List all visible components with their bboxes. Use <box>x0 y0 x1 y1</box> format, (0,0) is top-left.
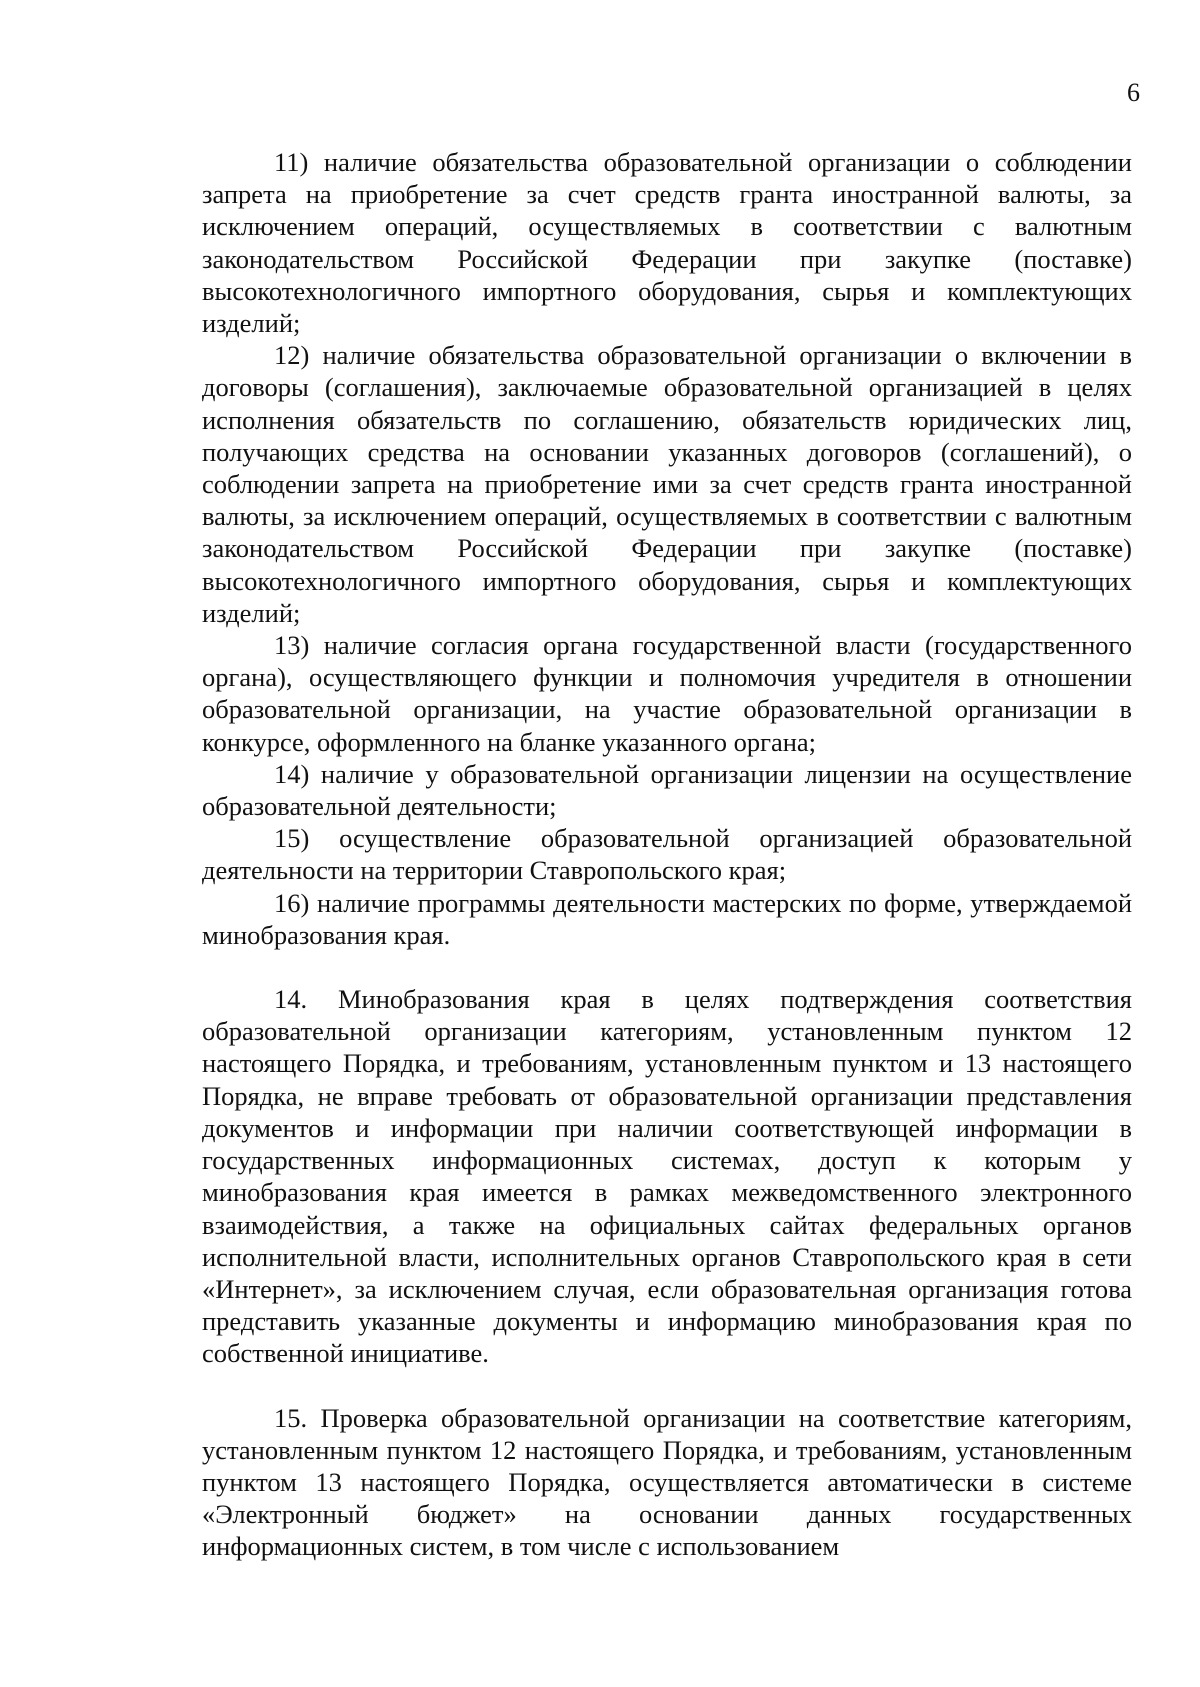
list-item-13: 13) наличие согласия органа государственной власти (государственного органа), осуществляющего функции и полномочия учредителя в отношении образовательной организации, на участие образовательной организации в конкурсе, оформленного на бланке указанного органа; <box>202 630 1132 757</box>
list-item-12: 12) наличие обязательства образовательной организации о включении в договоры (соглашения), заключаемые образовательной организацией в целях исполнения обязательств по соглашению, обязательств юридических лиц, получающих средства на основании указанных договоров (соглашений), о соблюдении запрета на приобретение ими за счет средств гранта иностранной валюты, за исключением операций, осуществляемых в соответствии с валютным законодательством Российской Федерации при закупке (поставке) высокотехнологичного импортного оборудования, сырья и комплектующих изделий; <box>202 340 1132 628</box>
list-item-11: 11) наличие обязательства образовательной организации о соблюдении запрета на приобретение за счет средств гранта иностранной валюты, за исключением операций, осуществляемых в соответствии с валютным законодательством Российской Федерации при закупке (поставке) высокотехнологичного импортного оборудования, сырья и комплектующих изделий; <box>202 147 1132 339</box>
list-item-14: 14) наличие у образовательной организации лицензии на осуществление образовательной деятельности; <box>202 758 1132 822</box>
section-14-paragraph: 14. Минобразования края в целях подтверждения соответствия образовательной организации категориям, установленным пунктом 12 настоящего Порядка, и требованиям, установленным пунктом и 13 настоящего Порядка, не вправе требовать от образовательной организации представления документов и информации при наличии соответствующей информации в государственных информационных системах, доступ к которым у минобразования края имеется в рамках межведомственного электронного взаимодействия, а также на официальных сайтах федеральных органов исполнительной власти, исполнительных органов Ставропольского края в сети «Интернет», за исключением случая, если образовательная организация готова представить указанные документы и информацию минобразования края по собственной инициативе. <box>202 984 1132 1369</box>
list-item-16: 16) наличие программы деятельности мастерских по форме, утверждаемой минобразования края. <box>202 887 1132 950</box>
section-15-paragraph: 15. Проверка образовательной организации на соответствие категориям, установленным пунктом 12 настоящего Порядка, и требованиям, установленным пунктом 13 настоящего Порядка, осуществляется автоматически в системе «Электронный бюджет» на основании данных государственных информационных систем, в том числе с использованием <box>202 1402 1132 1562</box>
list-item-15: 15) осуществление образовательной организацией образовательной деятельности на территории Ставропольского края; <box>202 823 1132 886</box>
page-number: 6 <box>1127 78 1140 107</box>
document-body <box>202 146 1132 1563</box>
